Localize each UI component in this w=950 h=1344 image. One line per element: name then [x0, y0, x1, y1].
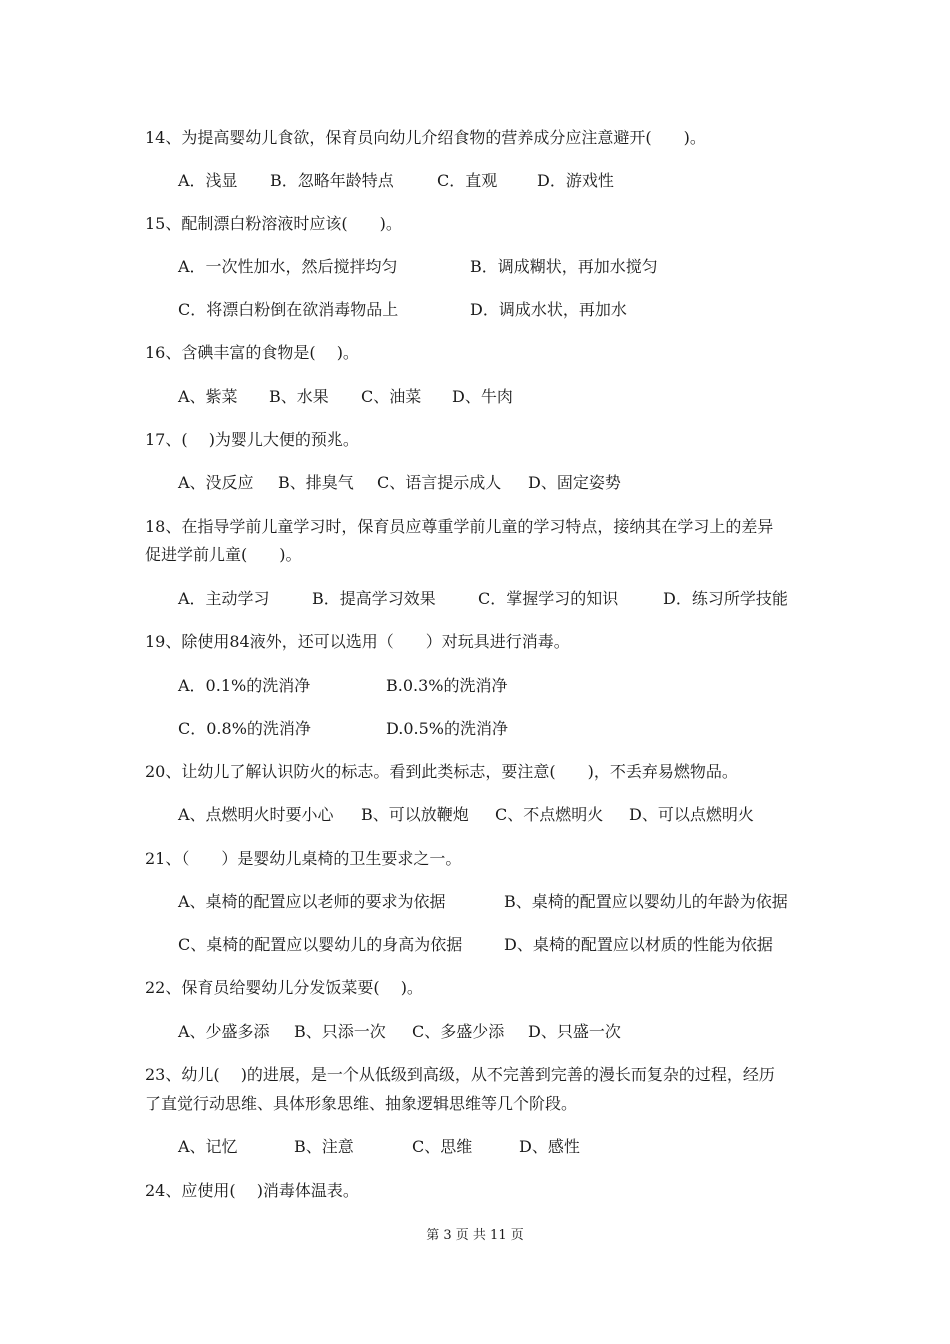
- option-c: C．0.8%的洗消净: [178, 719, 311, 738]
- option-d: D．游戏性: [537, 171, 614, 190]
- option-d: D、可以点燃明火: [629, 805, 754, 824]
- option-c: C、语言提示成人: [377, 473, 502, 492]
- option-b: B、注意: [294, 1137, 354, 1156]
- option-b: B、可以放鞭炮: [361, 805, 469, 824]
- option-c: C、不点燃明火: [495, 805, 604, 824]
- option-a: A．浅显: [178, 171, 238, 190]
- question-16-stem: 16、含碘丰富的食物是( )。: [145, 343, 359, 362]
- option-b: B、水果: [269, 387, 329, 406]
- option-b: B、排臭气: [278, 473, 354, 492]
- option-b: B．提高学习效果: [312, 589, 436, 608]
- option-d: D、固定姿势: [528, 473, 621, 492]
- option-c: C．直观: [437, 171, 498, 190]
- option-c: C、油菜: [361, 387, 422, 406]
- question-17-stem: 17、( )为婴儿大便的预兆。: [145, 430, 359, 449]
- option-a: A．0.1%的洗消净: [178, 676, 311, 695]
- question-15-stem: 15、配制漂白粉溶液时应该( )。: [145, 214, 402, 233]
- question-18-stem-line-1: 18、在指导学前儿童学习时，保育员应尊重学前儿童的学习特点，接纳其在学习上的差异: [145, 517, 774, 536]
- option-c: C、桌椅的配置应以婴幼儿的身高为依据: [178, 935, 463, 954]
- option-b: B．忽略年龄特点: [270, 171, 394, 190]
- option-b: B、桌椅的配置应以婴幼儿的年龄为依据: [504, 892, 788, 911]
- option-a: A．一次性加水，然后搅拌均匀: [178, 257, 398, 276]
- option-d: D、桌椅的配置应以材质的性能为依据: [504, 935, 773, 954]
- option-d: D．练习所学技能: [663, 589, 788, 608]
- option-d: D．调成水状，再加水: [470, 300, 627, 319]
- option-c: C．将漂白粉倒在欲消毒物品上: [178, 300, 399, 319]
- option-d: D、只盛一次: [528, 1022, 621, 1041]
- question-23-stem-line-1: 23、幼儿( )的进展，是一个从低级到高级，从不完善到完善的漫长而复杂的过程，经历: [145, 1065, 775, 1084]
- option-a: A、记忆: [178, 1137, 238, 1156]
- option-d: D.0.5%的洗消净: [386, 719, 508, 738]
- option-a: A、点燃明火时要小心: [178, 805, 334, 824]
- option-b: B.0.3%的洗消净: [386, 676, 508, 695]
- option-b: B．调成糊状，再加水搅匀: [470, 257, 658, 276]
- option-c: C、思维: [412, 1137, 473, 1156]
- option-d: D、牛肉: [452, 387, 513, 406]
- option-a: A、没反应: [178, 473, 254, 492]
- question-21-stem: 21、（ ）是婴幼儿桌椅的卫生要求之一。: [145, 849, 462, 868]
- option-a: A、紫菜: [178, 387, 238, 406]
- question-18-stem-line-2: 促进学前儿童( )。: [145, 545, 302, 564]
- option-a: A、桌椅的配置应以老师的要求为依据: [178, 892, 446, 911]
- question-19-stem: 19、除使用84液外，还可以选用（ ）对玩具进行消毒。: [145, 632, 570, 651]
- option-a: A．主动学习: [178, 589, 270, 608]
- page-footer: 第 3 页 共 11 页: [426, 1228, 524, 1243]
- option-c: C．掌握学习的知识: [478, 589, 619, 608]
- option-a: A、少盛多添: [178, 1022, 270, 1041]
- option-c: C、多盛少添: [412, 1022, 505, 1041]
- question-23-stem-line-2: 了直觉行动思维、具体形象思维、抽象逻辑思维等几个阶段。: [145, 1094, 578, 1113]
- question-22-stem: 22、保育员给婴幼儿分发饭菜要( )。: [145, 978, 423, 997]
- option-b: B、只添一次: [294, 1022, 386, 1041]
- question-24-stem: 24、应使用( )消毒体温表。: [145, 1181, 359, 1200]
- question-14-stem: 14、为提高婴幼儿食欲，保育员向幼儿介绍食物的营养成分应注意避开( )。: [145, 128, 706, 147]
- question-20-stem: 20、让幼儿了解认识防火的标志。看到此类标志，要注意( )，不丢弃易燃物品。: [145, 762, 738, 781]
- option-d: D、感性: [519, 1137, 580, 1156]
